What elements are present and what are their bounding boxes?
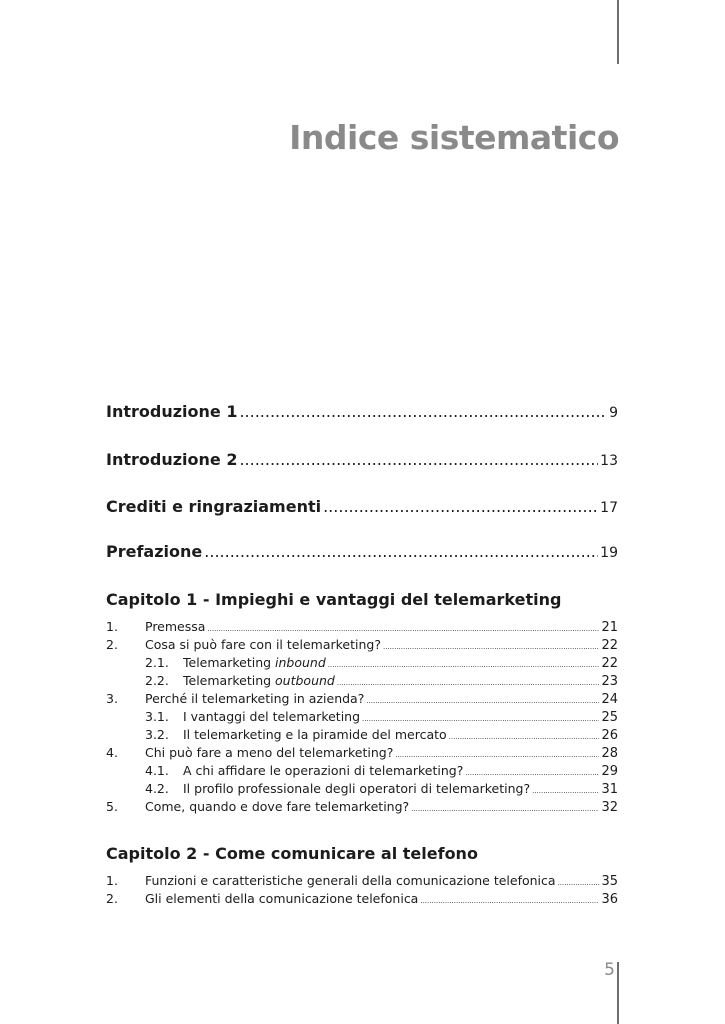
toc-entry[interactable] xyxy=(106,872,618,890)
entry-number: 1. xyxy=(106,619,118,634)
entry-number: 4.1. xyxy=(145,763,169,778)
toc-major-prefazione[interactable] xyxy=(106,542,618,566)
entry-label-italic: outbound xyxy=(275,673,335,688)
entry-number: 1. xyxy=(106,873,118,888)
entry-number: 3.2. xyxy=(145,727,169,742)
toc-label: Introduzione 1 xyxy=(106,402,238,421)
entry-label: Premessa xyxy=(145,619,206,634)
toc-leader xyxy=(204,542,598,561)
toc-leader xyxy=(532,782,599,800)
toc-leader xyxy=(239,450,598,469)
entry-label: Telemarketing outbound xyxy=(183,673,335,688)
toc-entry[interactable] xyxy=(106,744,618,762)
entry-page: 36 xyxy=(601,892,618,907)
entry-page: 26 xyxy=(601,728,618,743)
toc-leader xyxy=(366,692,599,710)
entry-label: Il profilo professionale degli operatori di telemarketing? xyxy=(183,781,531,796)
toc-page: 17 xyxy=(600,500,618,516)
toc-leader xyxy=(383,638,599,656)
toc-subentry[interactable] xyxy=(106,654,618,672)
entry-page: 21 xyxy=(601,620,618,635)
toc-entry[interactable] xyxy=(106,618,618,636)
toc-subentry[interactable] xyxy=(106,708,618,726)
toc-major-introduzione-1[interactable] xyxy=(106,402,618,426)
bottom-margin-rule xyxy=(617,962,619,1024)
top-margin-rule xyxy=(617,0,619,64)
chapter-2-block xyxy=(106,844,618,908)
entry-number: 2. xyxy=(106,891,118,906)
entry-number: 2. xyxy=(106,637,118,652)
toc-entry[interactable] xyxy=(106,890,618,908)
entry-label: Il telemarketing e la piramide del mercato xyxy=(183,727,447,742)
toc-major-crediti[interactable] xyxy=(106,497,618,521)
entry-page: 22 xyxy=(601,656,618,671)
toc-subentry[interactable] xyxy=(106,762,618,780)
entry-page: 25 xyxy=(601,710,618,725)
entry-number: 5. xyxy=(106,799,118,814)
toc-page: 13 xyxy=(600,453,618,469)
toc-leader xyxy=(449,728,600,746)
entry-number: 3.1. xyxy=(145,709,169,724)
entry-page: 28 xyxy=(601,746,618,761)
toc-subentry[interactable] xyxy=(106,672,618,690)
entry-label: Perché il telemarketing in azienda? xyxy=(145,691,365,706)
toc-leader xyxy=(323,497,598,516)
toc-leader xyxy=(420,892,599,910)
toc-major-introduzione-2[interactable] xyxy=(106,450,618,474)
entry-label-italic: inbound xyxy=(275,655,326,670)
entry-label: I vantaggi del telemarketing xyxy=(183,709,361,724)
entry-number: 3. xyxy=(106,691,118,706)
entry-number: 2.2. xyxy=(145,673,169,688)
toc-leader xyxy=(337,674,600,692)
entry-label: Chi può fare a meno del telemarketing? xyxy=(145,745,394,760)
entry-number: 2.1. xyxy=(145,655,169,670)
entry-page: 32 xyxy=(601,800,618,815)
toc-page: 9 xyxy=(609,405,618,421)
entry-label: Telemarketing inbound xyxy=(183,655,326,670)
chapter-2-title: Capitolo 2 - Come comunicare al telefono xyxy=(106,844,478,863)
page-number: 5 xyxy=(604,960,615,980)
toc-leader xyxy=(239,402,607,421)
toc-subentry[interactable] xyxy=(106,726,618,744)
entry-label: A chi affidare le operazioni di telemarketing? xyxy=(183,763,464,778)
chapter-1-block xyxy=(106,590,618,816)
toc-leader xyxy=(328,656,600,674)
entry-page: 29 xyxy=(601,764,618,779)
entry-page: 35 xyxy=(601,874,618,889)
entry-label: Come, quando e dove fare telemarketing? xyxy=(145,799,410,814)
chapter-1-title: Capitolo 1 - Impieghi e vantaggi del telemarketing xyxy=(106,590,562,609)
toc-page: 19 xyxy=(600,545,618,561)
toc-leader xyxy=(411,800,599,818)
toc-entry[interactable] xyxy=(106,798,618,816)
toc-label: Crediti e ringraziamenti xyxy=(106,497,322,516)
toc-leader xyxy=(558,874,600,892)
entry-number: 4.2. xyxy=(145,781,169,796)
toc-entry[interactable] xyxy=(106,690,618,708)
entry-page: 24 xyxy=(601,692,618,707)
toc-entry[interactable] xyxy=(106,636,618,654)
entry-page: 31 xyxy=(601,782,618,797)
entry-label: Funzioni e caratteristiche generali della comunicazione telefonica xyxy=(145,873,556,888)
toc-subentry[interactable] xyxy=(106,780,618,798)
entry-label: Gli elementi della comunicazione telefonica xyxy=(145,891,419,906)
entry-page: 23 xyxy=(601,674,618,689)
entry-label: Cosa si può fare con il telemarketing? xyxy=(145,637,381,652)
page-title: Indice sistematico xyxy=(289,118,619,157)
entry-number: 4. xyxy=(106,745,118,760)
toc-label: Introduzione 2 xyxy=(106,450,238,469)
toc-label: Prefazione xyxy=(106,542,203,561)
entry-page: 22 xyxy=(601,638,618,653)
